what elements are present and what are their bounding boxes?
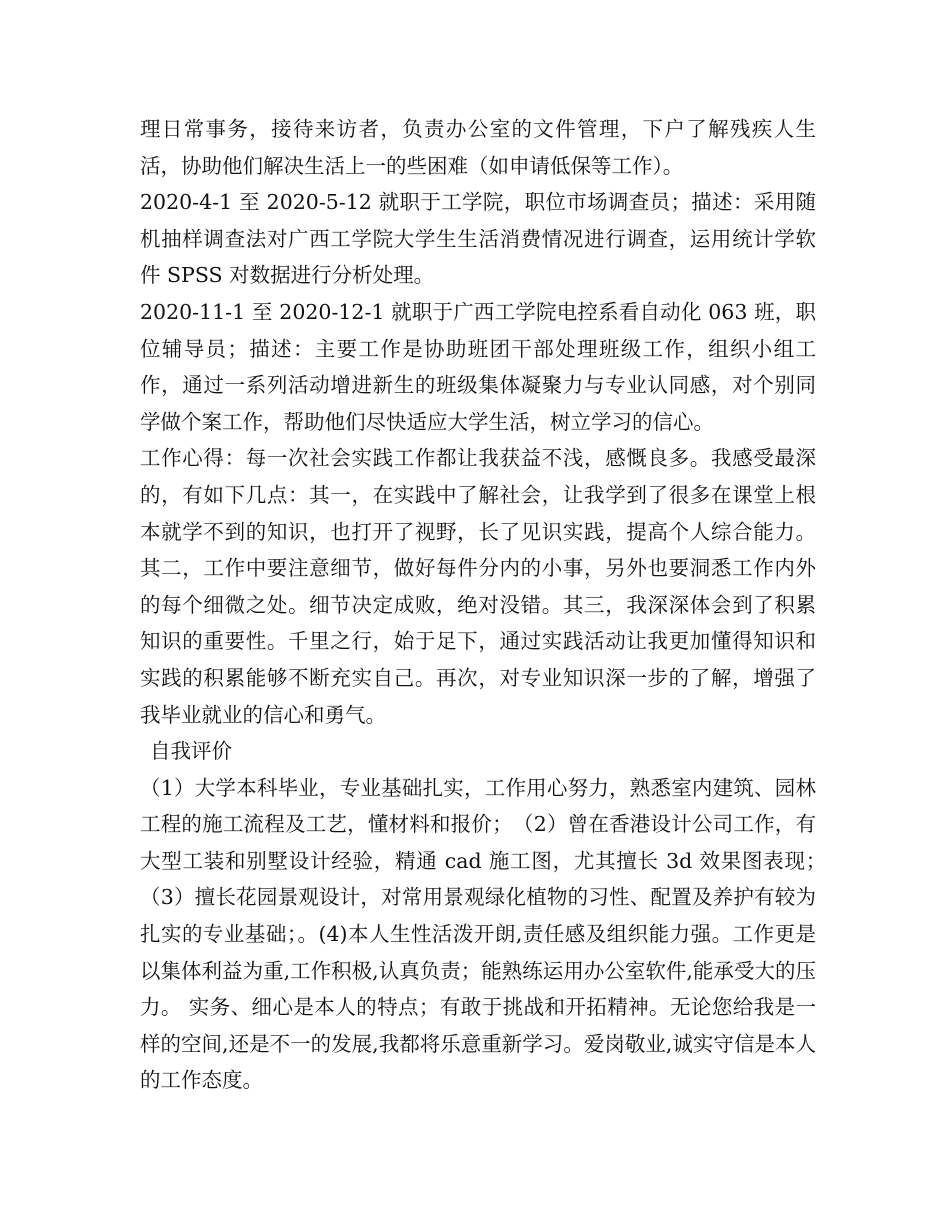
paragraph-counselor: 2020-11-1 至 2020-12-1 就职于广西工学院电控系看自动化 063 班，职位辅导员；描述：主要工作是协助班团干部处理班级工作，组织小组工作，通过一系列活动增进新生的班级集体凝聚力与专业认同感，对个别同学做个案工作，帮助他们尽快适应大学生活，树立学习的信心。	[140, 299, 816, 434]
paragraph-work-duties: 理日常事务，接待来访者，负责办公室的文件管理，下户了解残疾人生活，协助他们解决生活上一的些困难（如申请低保等工作）。	[140, 117, 816, 178]
paragraph-work-reflection: 工作心得：每一次社会实践工作都让我获益不浅，感慨良多。我感受最深的，有如下几点：其一，在实践中了解社会，让我学到了很多在课堂上根本就学不到的知识，也打开了视野，长了见识实践，提高个人综合能力。其二，工作中要注意细节，做好每件分内的小事，另外也要洞悉工作内外的每个细微之处。细节决定成败，绝对没错。其三，我深深体会到了积累知识的重要性。千里之行，始于足下，通过实践活动让我更加懂得知识和实践的积累能够不断充实自己。再次，对专业知识深一步的了解，增强了我毕业就业的信心和勇气。	[140, 446, 816, 727]
paragraph-self-evaluation: （1）大学本科毕业，专业基础扎实，工作用心努力，熟悉室内建筑、园林工程的施工流程及工艺，懂材料和报价； （2）曾在香港设计公司工作，有大型工装和别墅设计经验，精通 cad 施工图，尤其擅长 3d 效果图表现； （3）擅长花园景观设计，对常用景观绿化植物的习性、配置及养护有较为扎实的专业基础；。(4)本人生性活泼开朗,责任感及组织能力强。工作更是以集体利益为重,工作积极,认真负责；能熟练运用办公室软件,能承受大的压力。 实务、细心是本人的特点；有敢于挑战和开拓精神。无论您给我是一样的空间,还是不一的发展,我都将乐意重新学习。爱岗敬业,诚实守信是本人的工作态度。	[140, 775, 837, 1093]
paragraph-market-researcher: 2020-4-1 至 2020-5-12 就职于工学院，职位市场调查员；描述：采用随机抽样调查法对广西工学院大学生生活消费情况进行调查，运用统计学软件 SPSS 对数据进行分析处理。	[140, 190, 816, 288]
document-body	[140, 111, 837, 1099]
section-heading-self-evaluation: 自我评价	[150, 739, 232, 764]
